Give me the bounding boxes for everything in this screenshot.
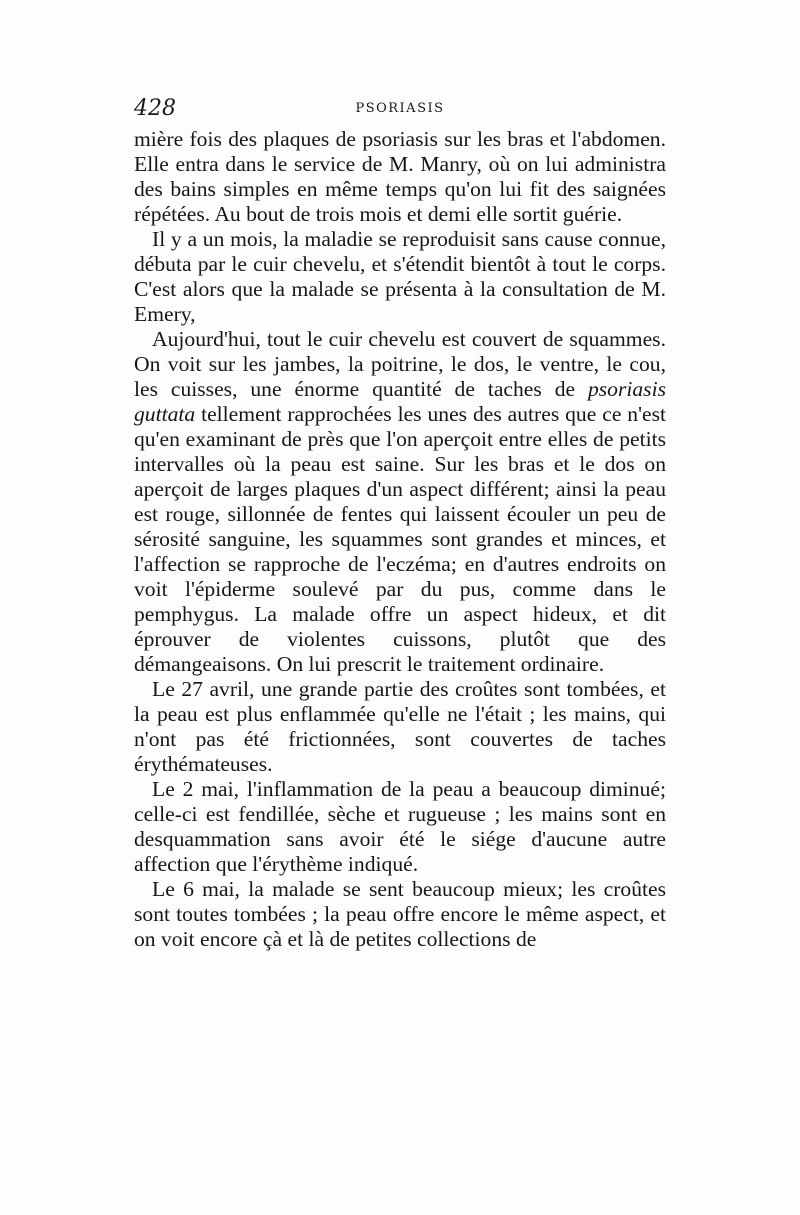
paragraph	[134, 127, 666, 227]
page-number: 428	[134, 96, 176, 121]
paragraph-text-before: Aujourd'hui, tout le cuir chevelu est couvert de squammes. On voit sur les jambes, la poitrine, le dos, le ventre, le cou, les cuisses, une énorme quantité de taches de	[134, 327, 666, 401]
paragraph-text: Le 27 avril, une grande partie des croûtes sont tombées, et la peau est plus enflammée qu'elle ne l'était ; les mains, qui n'ont pas été frictionnées, sont couvertes de taches érythémateuses.	[134, 677, 666, 776]
body-text	[134, 127, 666, 952]
paragraph	[134, 327, 666, 677]
paragraph-text: mière fois des plaques de psoriasis sur les bras et l'abdomen. Elle entra dans le service de M. Manry, où on lui administra des bains simples en même temps qu'on lui fit des saignées répétées. Au bout de trois mois et demi elle sortit guérie.	[134, 127, 666, 226]
running-head	[134, 96, 666, 126]
paragraph	[134, 877, 666, 952]
running-title: PSORIASIS	[355, 101, 445, 116]
paragraph-text: Le 2 mai, l'inflammation de la peau a beaucoup diminué; celle-ci est fendillée, sèche et rugueuse ; les mains sont en desquammation sans avoir été le siége d'aucune autre affection que l'érythème indiqué.	[134, 777, 666, 876]
italic-term: psoriasis guttata	[134, 377, 666, 426]
paragraph	[134, 677, 666, 777]
paragraph-text-after: tellement rapprochées les unes des autres que ce n'est qu'en examinant de près que l'on aperçoit entre elles de petits intervalles où la peau est saine. Sur les bras et le dos on aperçoit de larges plaques d'un aspect différent; ainsi la peau est rouge, sillonnée de fentes qui laissent écouler un peu de sérosité sanguine, les squammes sont grandes et minces, et l'affection se rapproche de l'eczéma; en d'autres endroits on voit l'épiderme soulevé par du pus, comme dans le pemphygus. La malade offre un aspect hideux, et dit éprouver de violentes cuissons, plutôt que des démangeaisons. On lui prescrit le traitement ordinaire.	[134, 402, 666, 676]
paragraph	[134, 777, 666, 877]
paragraph	[134, 227, 666, 327]
paragraph-text: Le 6 mai, la malade se sent beaucoup mieux; les croûtes sont toutes tombées ; la peau offre encore le même aspect, et on voit encore çà et là de petites collections de	[134, 877, 666, 951]
paragraph-text: Il y a un mois, la maladie se reproduisit sans cause connue, débuta par le cuir chevelu, et s'étendit bientôt à tout le corps. C'est alors que la malade se présenta à la consultation de M. Emery,	[134, 227, 666, 326]
